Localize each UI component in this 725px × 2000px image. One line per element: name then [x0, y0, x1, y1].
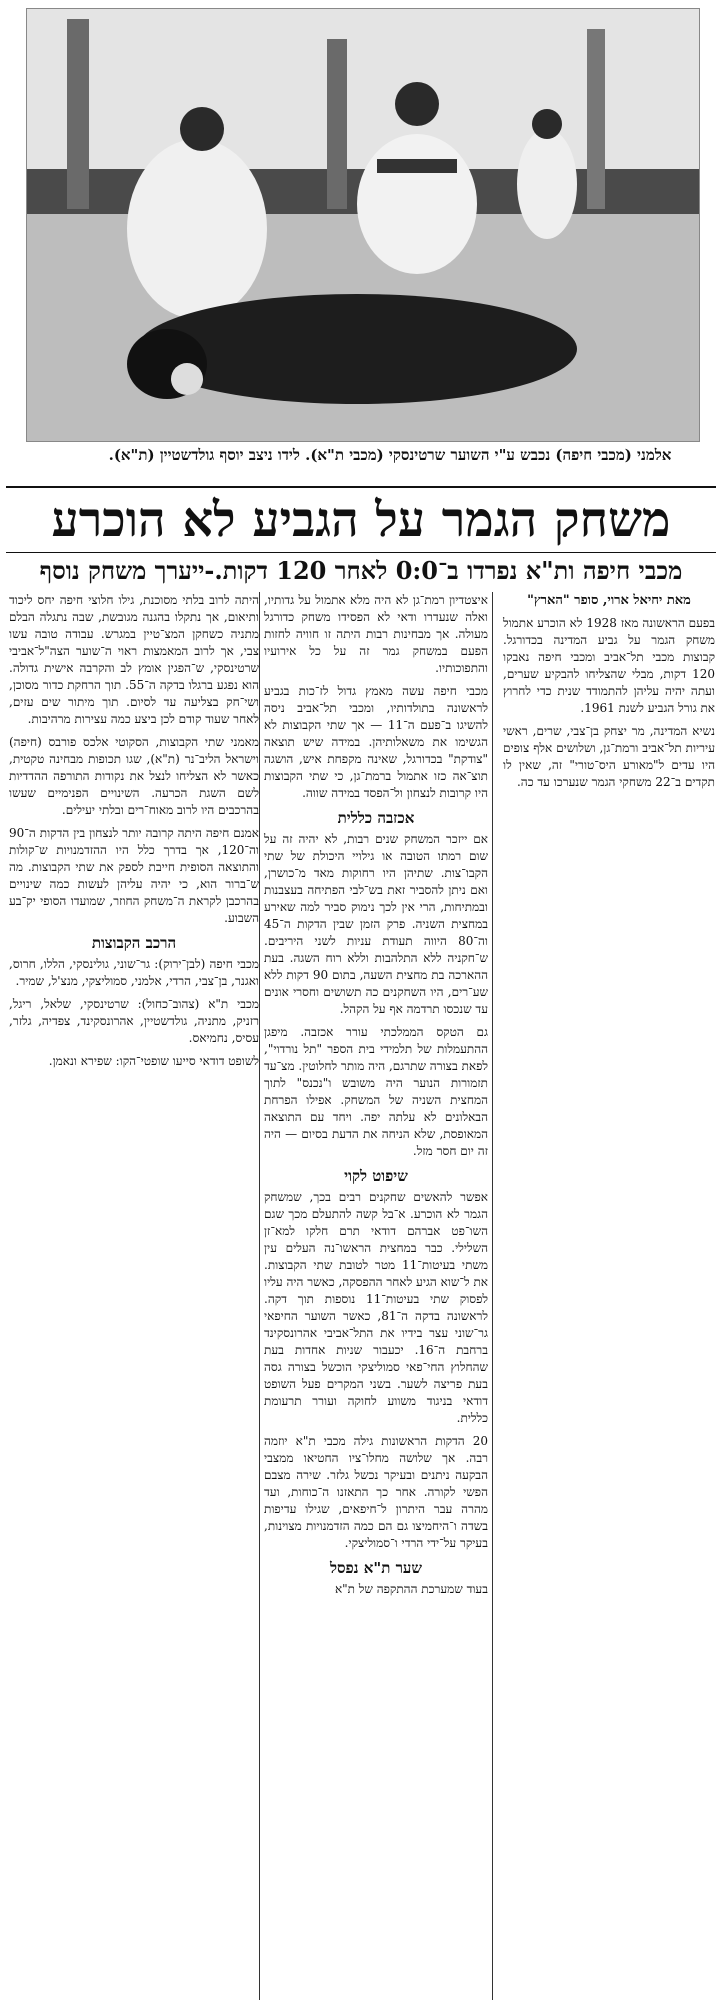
headline: משחק הגמר על הגביע לא הוכרע: [6, 486, 716, 553]
paragraph: מכבי חיפה עשה מאמץ גדול לז־כות בגביע לראשונה בתולדותיו, ומכבי תל־אביב ניסה להשיגו ב־פעם ה־11 — אך שתי הקבוצות לא הגשימו את משאלותיהן. במידה שיש תוצאה "צודקת" בכדורגל, שאינה מקפחת איש, הושגה תוצ־אה כזו אתמול ברמת־גן, כי שתי הקבוצות היו קרובות לנצחון ול־הפסד במידה שווה.: [264, 684, 488, 800]
paragraph: איצטדיון רמת־גן לא היה מלא אתמול על גדותיו, ואלה שנעדרו ודאי לא הפסידו משחק כדורגל מעולה. אך מבחינות רבות היתה זו חוויה לחזות הפעם במשחק גמר זה על כל אירועיו והתפוכותיו.: [264, 593, 488, 675]
lineup-tel-aviv: מכבי ת"א (צהוב־כחול): שרטינסקי, שלאל, ריגל, רזניק, מתניה, גולדשטיין, אהרונסקינד, צפדיה, גלזר, עסיס, נחמיאס.: [9, 997, 259, 1045]
lineup-haifa: מכבי חיפה (לבן־ירוק): גר־שוני, גולינסקי, הללו, חרוס, ואגנר, בן־צבי, הרדי, אלמני, סמוליצקי, מנצ'ל, שמיר.: [9, 957, 259, 988]
paragraph: גם הטקס הממלכתי עורר אכזבה. מיפגן ההתעמלות של תלמידי בית הספר "תל נורדוי", לפאת בצורה שתרגם, היה מותר לחלוטין. מצ־עד תזמורות הנוער היה משובש ו"נכנס" לתוך המחצית השניה של המשחק. אפילו הפרחת הבאלונים לא עלתה יפה. ויחד עם התוצאה המאופסת, שלא הניחה את הדעת בסיום — היה זה יום חסר מזל.: [264, 1025, 488, 1158]
section-heading: אכזבה כללית: [337, 809, 415, 827]
referee-note: לשופט דודאי סייעו שופטי־הקו: שפירא ונאמן.: [48, 1054, 259, 1068]
paragraph: אם ייזכר המשחק שנים רבות, לא יהיה זה על שום רמתו הטובה או גילויי היכולת של שתי הקבו־צות. שתיהן היו רחוקות מאד מ־כושרן, ואם ניתן להסביר זאת בש־לבי הפתיחה בעצבנות ובמתיחות, הרי אין לכך נימוק סביר למה שאירע במחצית השניה. פרק הזמן שבין הדקות ה־45 וה־80 היווה תעודת עניות לשני היריבים. ש־חקניה ללא התלהבות וללא רוח השגה. בעת ההארכה בת מחצית השעה, בתום 90 דקות ללא שע־רים, היו השחקנים כה תשושים וחסרי אונים עד שנכסו תרדמה אף על הקהל.: [264, 832, 489, 1016]
section-heading: שיפוט לקוי: [344, 1167, 408, 1185]
paragraph: אמנם חיפה היתה קרובה יותר לנצחון בין הדקות ה־90 וה־120, אך בדרך כלל היו ההזדמנויות ש־קולות והתוצאה הסופית חייבת לספק את שתי הקבוצות. מה ש־ברור הוא, כי יהיה עליהן לעשות כמה שינויים בהרכבן לקראת ה־משחק החוזר, שמועדו הסופי יק־בע השבוע.: [9, 826, 259, 925]
subheadline: מכבי חיפה ות"א נפרדו ב־0:0 לאחר 120 דקות.-ייערך משחק נוסף: [39, 556, 683, 585]
section-heading: שער ת"א נפסל: [329, 1559, 423, 1577]
soccer-photo: [26, 8, 700, 442]
soccer-photo-icon: [27, 9, 699, 441]
paragraph: מאמני שתי הקבוצות, הסקוטי אלכס פורבס (חיפה) וישראל הליב־נר (ת"א), שגו תכופות מבחינה טקטית, כאשר לא הצליחו לנצל את נקודות התורפה ההדדיות לשם השגת הכרעה. השינויים הפנימיים שעשו בהרכבים היו לרוב מאוח־רים ובלתי יעילים.: [9, 735, 259, 817]
paragraph: בפעם הראשונה מאז 1928 לא הוכרע אתמול משחק הגמר על גביע המדינה בכדורגל. קבוצות מכבי תל־אביב ומכבי חיפה נאבקו 120 דקות, מבלי שהצליחו להבקיע שערים, ועתה יהיה עליהן להתמודד שנית כדי לחרוץ את גורל הגביע לשנת 1961.: [503, 616, 715, 715]
byline: מאת יחיאל ארוי, סופר "הארץ": [527, 593, 691, 608]
article-column-left: [9, 592, 259, 1076]
paragraph: היתה לרוב בלתי מסוכנת, גילו חלוצי חיפה יחס ליכוד ותיאום, אך נתקלו בהגנה מגובשת, שבה נתגלה הבלם מתניה כשחקן המצ־טיין במגרש. עבודה טובה עשו צבי, אך לרוב המאמצות ראוי ה־שוער הצה"ל־אביבי שרטינסקי, ש־הפגין אומץ לב והקרבה אישית גדולה. הוא נפגע ברגלו בדקה ה־55. תוך הרחקת כדור מסוכן, ושי־חק בצליעה עד לסיום. תוך מיתור שים עזים, לאחר שעוד קודם לכן ביצע כמה עצירות מרהיבות.: [9, 593, 259, 726]
article-column-right: [503, 592, 715, 797]
paragraph: 20 הדקות הראשונות גילה מכבי ת"א יוזמה רבה. אך שלושה מחלו־ציו החטיאו ממצבי הבקעה ניתנים ובעיקר נכשל גלזר. שירה מצבם הפשי לקורה. אחר כך התאזנו ה־כוחות, ועד מהרה עבר היתרון ל־חיפאים, שגילו עדיפות בשדה ו־היחמיצו גם הם כמה הזדמנויות מצוינות, בעיקר על־ידי הרדי ו־סמוליצקי.: [264, 1434, 488, 1550]
article-column-middle: [259, 592, 493, 2000]
paragraph: נשיא המדינה, מר יצחק בן־צבי, שרים, ראשי עיריות תל־אביב ורמת־גן, ושלושים אלף צופים היו עדים ל"מאורע היס־טורי" זה, שאין לו תקדים ב־22 משחקי הגמר שנערכו עד כה.: [503, 724, 715, 789]
section-heading: הרכב הקבוצות: [91, 934, 177, 952]
photo-caption: אלמני (מכבי חיפה) נכבש ע"י השוער שרטינסקי (מכבי ת"א). לידו ניצב יוסף גולדשטיין (ת"א).: [108, 446, 672, 464]
paragraph: אפשר להאשים שחקנים רבים בכך, שמשחק הגמר לא הוכרע. א־בל קשה להתעלם מכך שגם השו־פט אברהם דודאי תרם חלקו למא־זן השלילי. כבר במחצית הראשו־נה העלים עין משתי בעיטות־11 מטר לטובת שתי הקבוצות. את ל־שוא הגיע לאחר ההפסקה, כאשר היה עליו לפסוק שתי בעיטות־11 נוספות תוך דקה. לראשונה בדקה ה־81, כאשר השוער החיפאי גר־שוני עצר בידיו את התל־אביבי אהרונסקינד ברחבת ה־16. יכעבור שניות אחדות בעת שהחלוץ החי־פאי סמוליצקי הוכשל בצורה גסה בעת פריצה לשער. בשני המקרים פעל השופט דודאי בניגוד משווע לחוקה ועורר תרעומת כללית.: [264, 1190, 489, 1425]
paragraph: בעוד שמערכת ההתקפה של ת"א: [334, 1582, 488, 1596]
